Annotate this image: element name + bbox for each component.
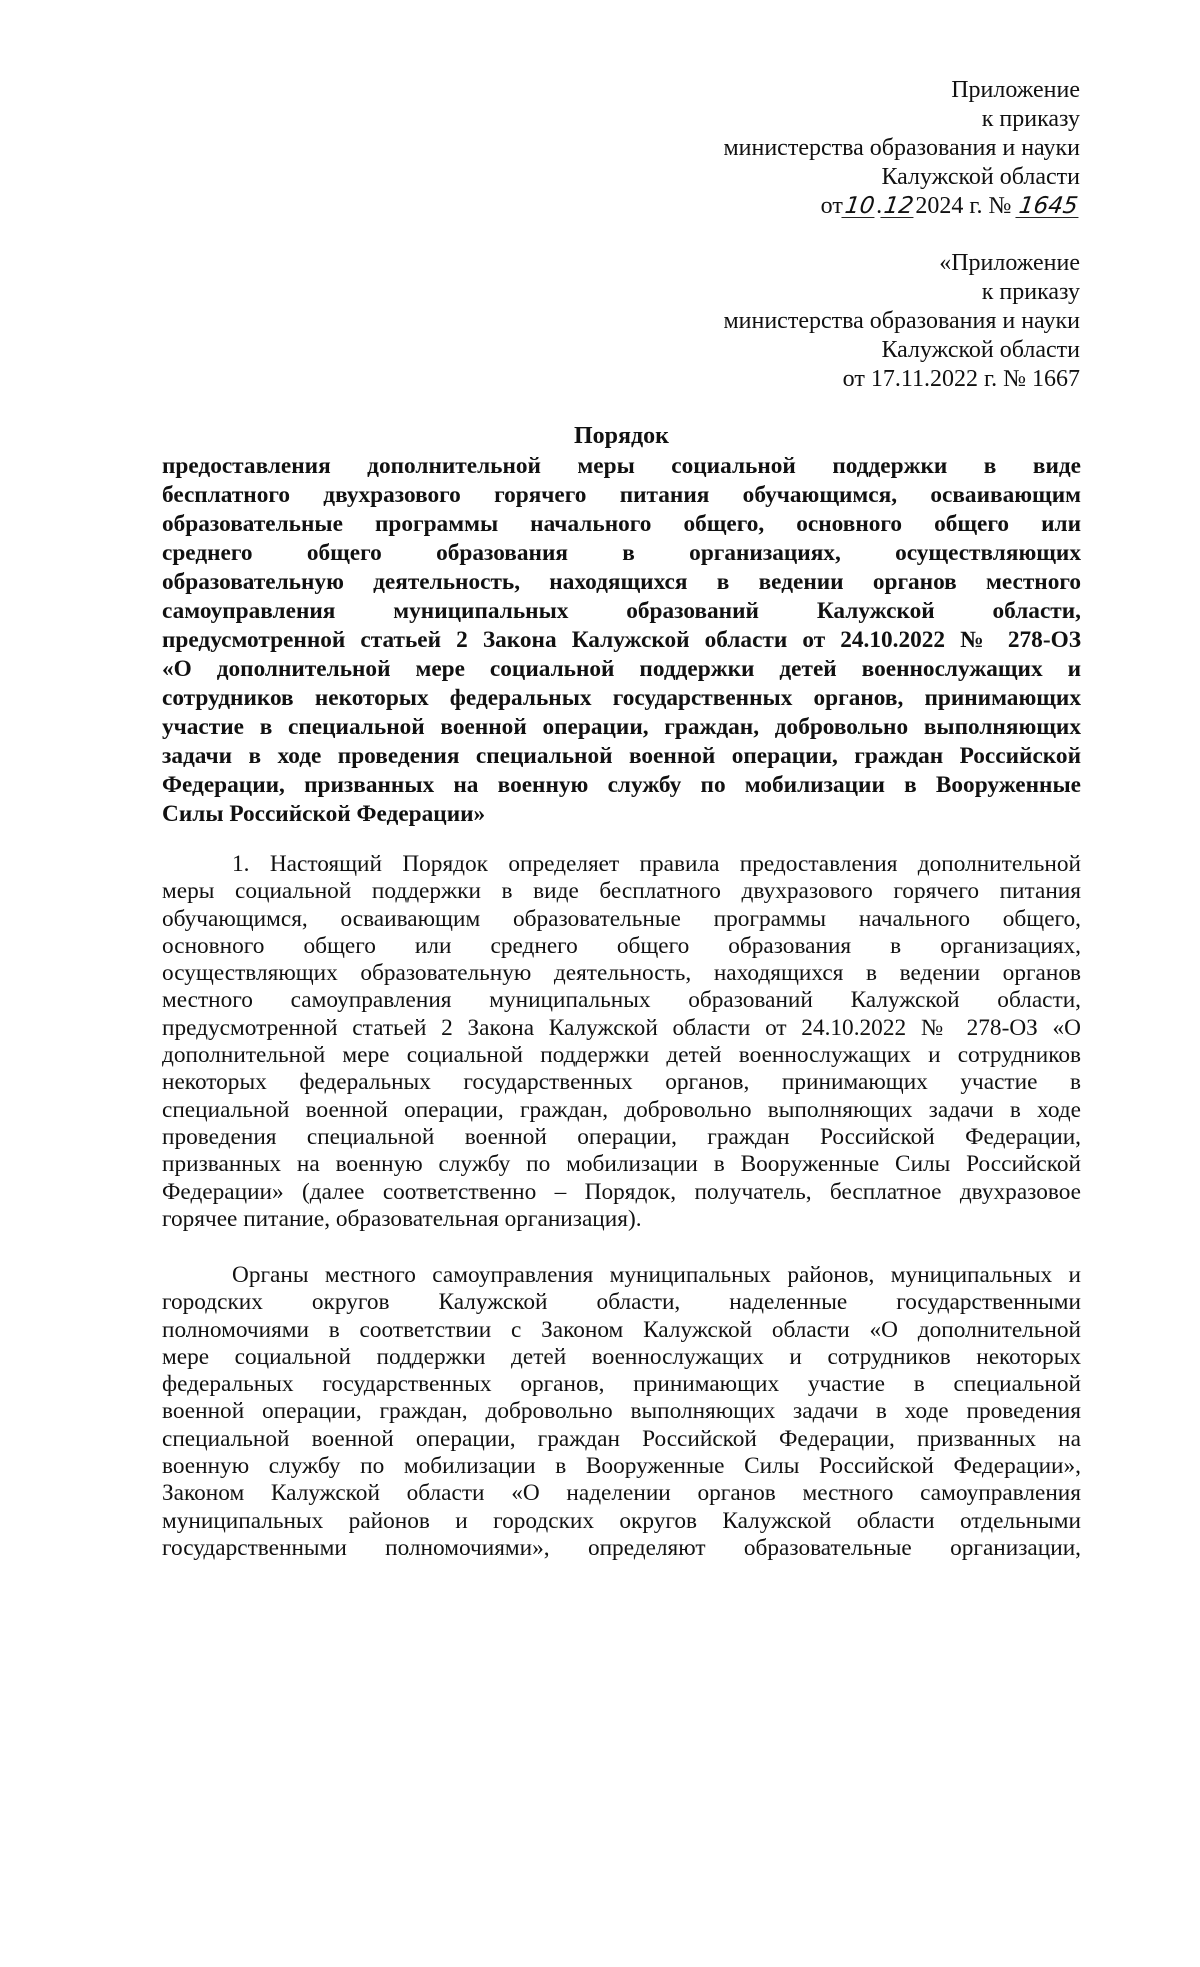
- subtitle-line: среднего общего образования в организациях, осуществляющих: [162, 540, 1081, 566]
- header-line: к приказу: [981, 106, 1080, 132]
- paragraph-line: специальной военной операции, граждан, добровольно выполняющих задачи в ходе: [162, 1096, 1081, 1123]
- paragraph-line: местного самоуправления муниципальных образований Калужской области,: [162, 987, 1081, 1014]
- paragraph-line: горячее питание, образовательная организация).: [162, 1205, 642, 1232]
- paragraph-line: дополнительной мере социальной поддержки детей военнослужащих и сотрудников: [162, 1042, 1081, 1069]
- subtitle-line: Федерации, призванных на военную службу по мобилизации в Вооруженные: [162, 772, 1081, 798]
- header-line: к приказу: [981, 279, 1080, 305]
- handwritten-month: 12: [882, 193, 916, 219]
- header-line: от 17.11.2022 г. № 1667: [842, 366, 1080, 392]
- paragraph-line: мере социальной поддержки детей военнослужащих и сотрудников некоторых: [162, 1343, 1081, 1370]
- subtitle-line: задачи в ходе проведения специальной военной операции, граждан Российской: [162, 743, 1081, 769]
- paragraph-line: Органы местного самоуправления муниципальных районов, муниципальных и: [232, 1262, 1081, 1288]
- paragraph-1: [162, 851, 1081, 1233]
- subtitle-line: самоуправления муниципальных образований Калужской области,: [162, 598, 1081, 624]
- header-line: Приложение: [951, 77, 1080, 103]
- paragraph-2: [162, 1262, 1081, 1562]
- paragraph-line: основного общего или среднего общего образования в организациях,: [162, 932, 1081, 959]
- paragraph-line: федеральных государственных органов, принимающих участие в специальной: [162, 1371, 1081, 1398]
- approval-header: [723, 76, 1080, 221]
- header-line: «Приложение: [939, 250, 1080, 276]
- subtitle-line: предусмотренной статьей 2 Закона Калужской области от 24.10.2022 № 278-ОЗ: [162, 627, 1081, 653]
- paragraph-line: специальной военной операции, граждан Российской Федерации, призванных на: [162, 1425, 1081, 1452]
- header-line: министерства образования и науки: [723, 308, 1080, 334]
- subtitle-line: образовательную деятельность, находящихся в ведении органов местного: [162, 569, 1081, 595]
- paragraph-line: меры социальной поддержки в виде бесплатного двухразового горячего питания: [162, 878, 1081, 905]
- paragraph-line: обучающимся, осваивающим образовательные программы начального общего,: [162, 905, 1081, 932]
- paragraph-line: военной операции, граждан, добровольно выполняющих задачи в ходе проведения: [162, 1398, 1081, 1425]
- header-line: министерства образования и науки: [723, 135, 1080, 161]
- subtitle-line: «О дополнительной мере социальной поддержки детей военнослужащих и: [162, 656, 1081, 682]
- paragraph-line: проведения специальной военной операции, граждан Российской Федерации,: [162, 1123, 1081, 1150]
- header-line: Калужской области: [881, 164, 1080, 190]
- date-year-suffix: 2024 г. №: [915, 193, 1012, 219]
- paragraph-line: Федерации» (далее соответственно – Порядок, получатель, бесплатное двухразовое: [162, 1178, 1081, 1205]
- header-line: Калужской области: [881, 337, 1080, 363]
- paragraph-line: предусмотренной статьей 2 Закона Калужской области от 24.10.2022 № 278-ОЗ «О: [162, 1014, 1081, 1041]
- paragraph-line: призванных на военную службу по мобилизации в Вооруженные Силы Российской: [162, 1151, 1081, 1178]
- handwritten-day: 10: [843, 193, 877, 219]
- header-date-line: от10.122024 г. № 1645: [820, 193, 1080, 219]
- document-title: Порядок: [574, 423, 669, 449]
- paragraph-line: полномочиями в соответствии с Законом Калужской области «О дополнительной: [162, 1316, 1081, 1343]
- subtitle-line: предоставления дополнительной меры социальной поддержки в виде: [162, 453, 1081, 479]
- paragraph-line: некоторых федеральных государственных органов, принимающих участие в: [162, 1069, 1081, 1096]
- subtitle-line: Силы Российской Федерации»: [162, 801, 486, 827]
- subtitle-line: сотрудников некоторых федеральных государственных органов, принимающих: [162, 685, 1081, 711]
- handwritten-order-number: 1645: [1017, 193, 1080, 219]
- date-prefix: от: [820, 193, 843, 219]
- paragraph-line: муниципальных районов и городских округов Калужской области отдельными: [162, 1507, 1081, 1534]
- previous-approval-header: [723, 249, 1080, 394]
- subtitle-line: бесплатного двухразового горячего питания обучающимся, осваивающим: [162, 482, 1081, 508]
- subtitle-line: образовательные программы начального общего, основного общего или: [162, 511, 1081, 537]
- paragraph-line: государственными полномочиями», определяют образовательные организации,: [162, 1534, 1081, 1561]
- paragraph-line: Законом Калужской области «О наделении органов местного самоуправления: [162, 1480, 1081, 1507]
- paragraph-line: осуществляющих образовательную деятельность, находящихся в ведении органов: [162, 960, 1081, 987]
- paragraph-line: городских округов Калужской области, наделенные государственными: [162, 1289, 1081, 1316]
- paragraph-line: военную службу по мобилизации в Вооруженные Силы Российской Федерации»,: [162, 1453, 1081, 1480]
- paragraph-line: 1. Настоящий Порядок определяет правила предоставления дополнительной: [232, 851, 1081, 877]
- document-subtitle: [162, 452, 1081, 829]
- subtitle-line: участие в специальной военной операции, граждан, добровольно выполняющих: [162, 714, 1081, 740]
